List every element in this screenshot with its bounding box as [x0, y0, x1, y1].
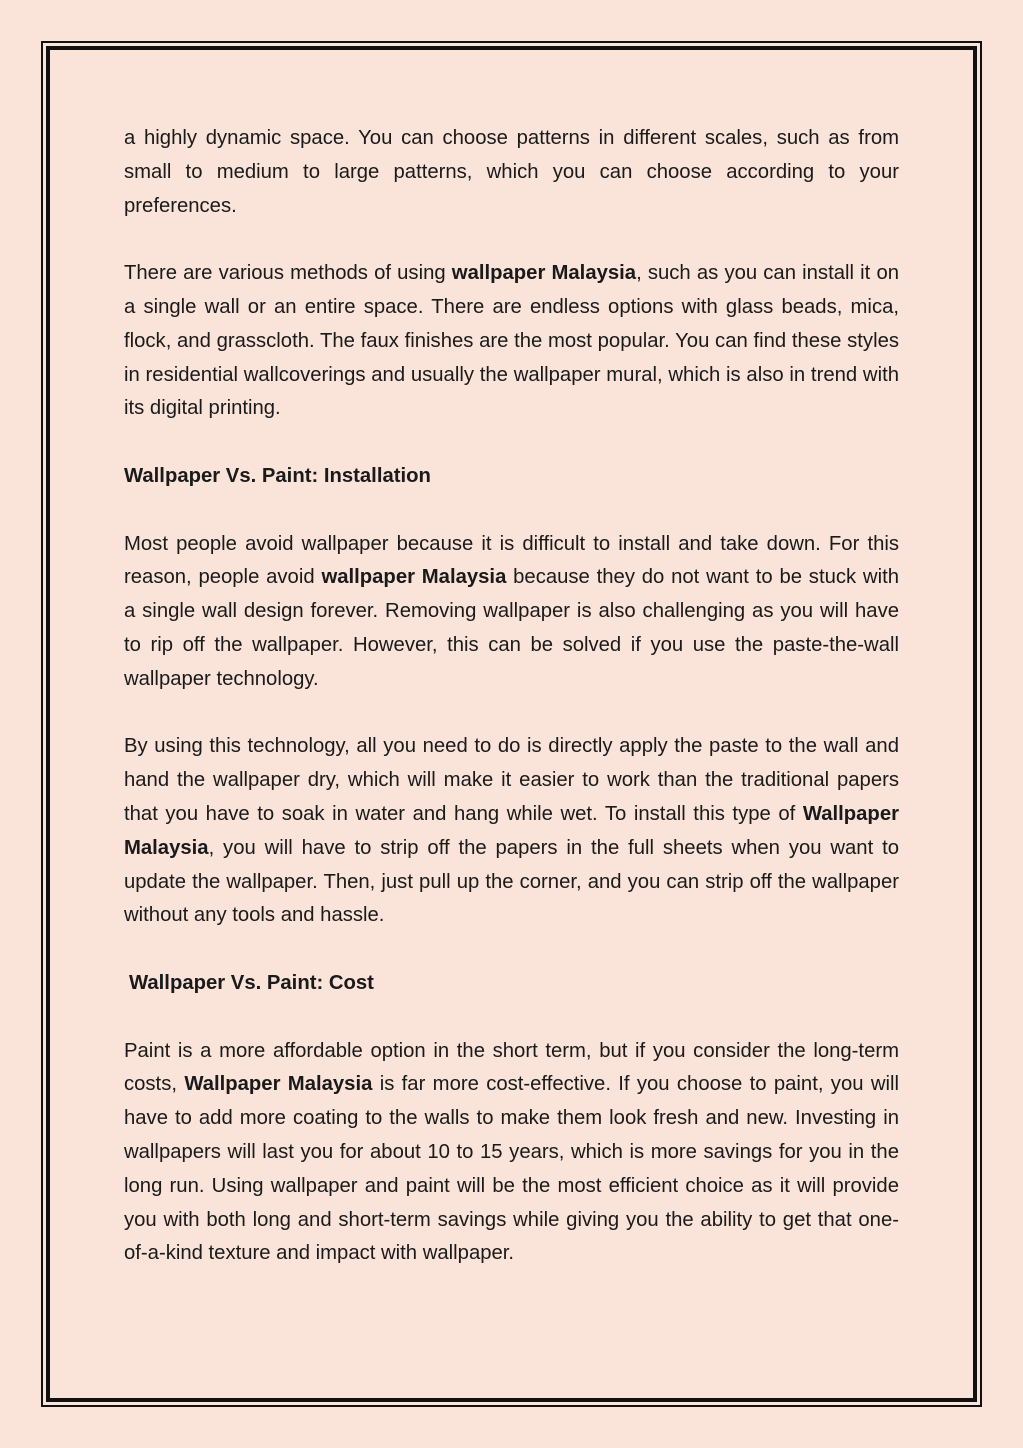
keyword-wallpaper-malaysia: wallpaper Malaysia [321, 566, 507, 589]
document-body [124, 122, 899, 1305]
paragraph-patterns [124, 122, 899, 223]
heading-installation: Wallpaper Vs. Paint: Installation [124, 464, 431, 487]
heading-cost: Wallpaper Vs. Paint: Cost [129, 971, 374, 994]
keyword-wallpaper-malaysia: Wallpaper Malaysia [184, 1073, 373, 1096]
paragraph-technology [124, 730, 899, 933]
paragraph-cost [124, 1035, 899, 1272]
paragraph-text: , you will have to strip off the papers in the full sheets when you want to update the wallpaper. Then, just pull up the corner, and you can strip off the wallpaper without any tools and hassle. [124, 836, 899, 927]
paragraph-installation [124, 528, 899, 697]
paragraph-text: Most people avoid wallpaper because it is difficult to install and take down. For this reason, people avoid [124, 532, 899, 589]
paragraph-text: , such as you can install it on a single wall or an entire space. There are endless options with glass beads, mica, flock, and grasscloth. The faux finishes are the most popular. You can find these styles in residential wallcoverings and usually the wallpaper mural, which is also in trend with its digital printing. [124, 262, 900, 420]
paragraph-methods [124, 257, 899, 426]
paragraph-text: because they do not want to be stuck with a single wall design forever. Removing wallpaper is also challenging as you will have to rip off the wallpaper. However, this can be solved if you use the paste-the-wall wallpaper technology. [124, 566, 900, 690]
keyword-wallpaper-malaysia: Wallpaper Malaysia [124, 802, 899, 859]
keyword-wallpaper-malaysia: wallpaper Malaysia [451, 262, 637, 285]
paragraph-text: Paint is a more affordable option in the short term, but if you consider the long-term costs, [124, 1039, 899, 1096]
paragraph-text: a highly dynamic space. You can choose patterns in different scales, such as from small to medium to large patterns, which you can choose according to your preferences. [124, 127, 899, 217]
paragraph-text: There are various methods of using [124, 262, 452, 285]
paragraph-text: is far more cost-effective. If you choose to paint, you will have to add more coating to the walls to make them look fresh and new. Investing in wallpapers will last you for about 10 to 15 years, which is more savings for you in the long run. Using wallpaper and paint will be the most efficient choice as it will provide you with both long and short-term savings while giving you the ability to get that one-of-a-kind texture and impact with wallpaper. [124, 1073, 900, 1265]
paragraph-text: By using this technology, all you need to do is directly apply the paste to the wall and hand the wallpaper dry, which will make it easier to work than the traditional papers that you have to soak in water and hang while wet. To install this type of [124, 735, 899, 825]
